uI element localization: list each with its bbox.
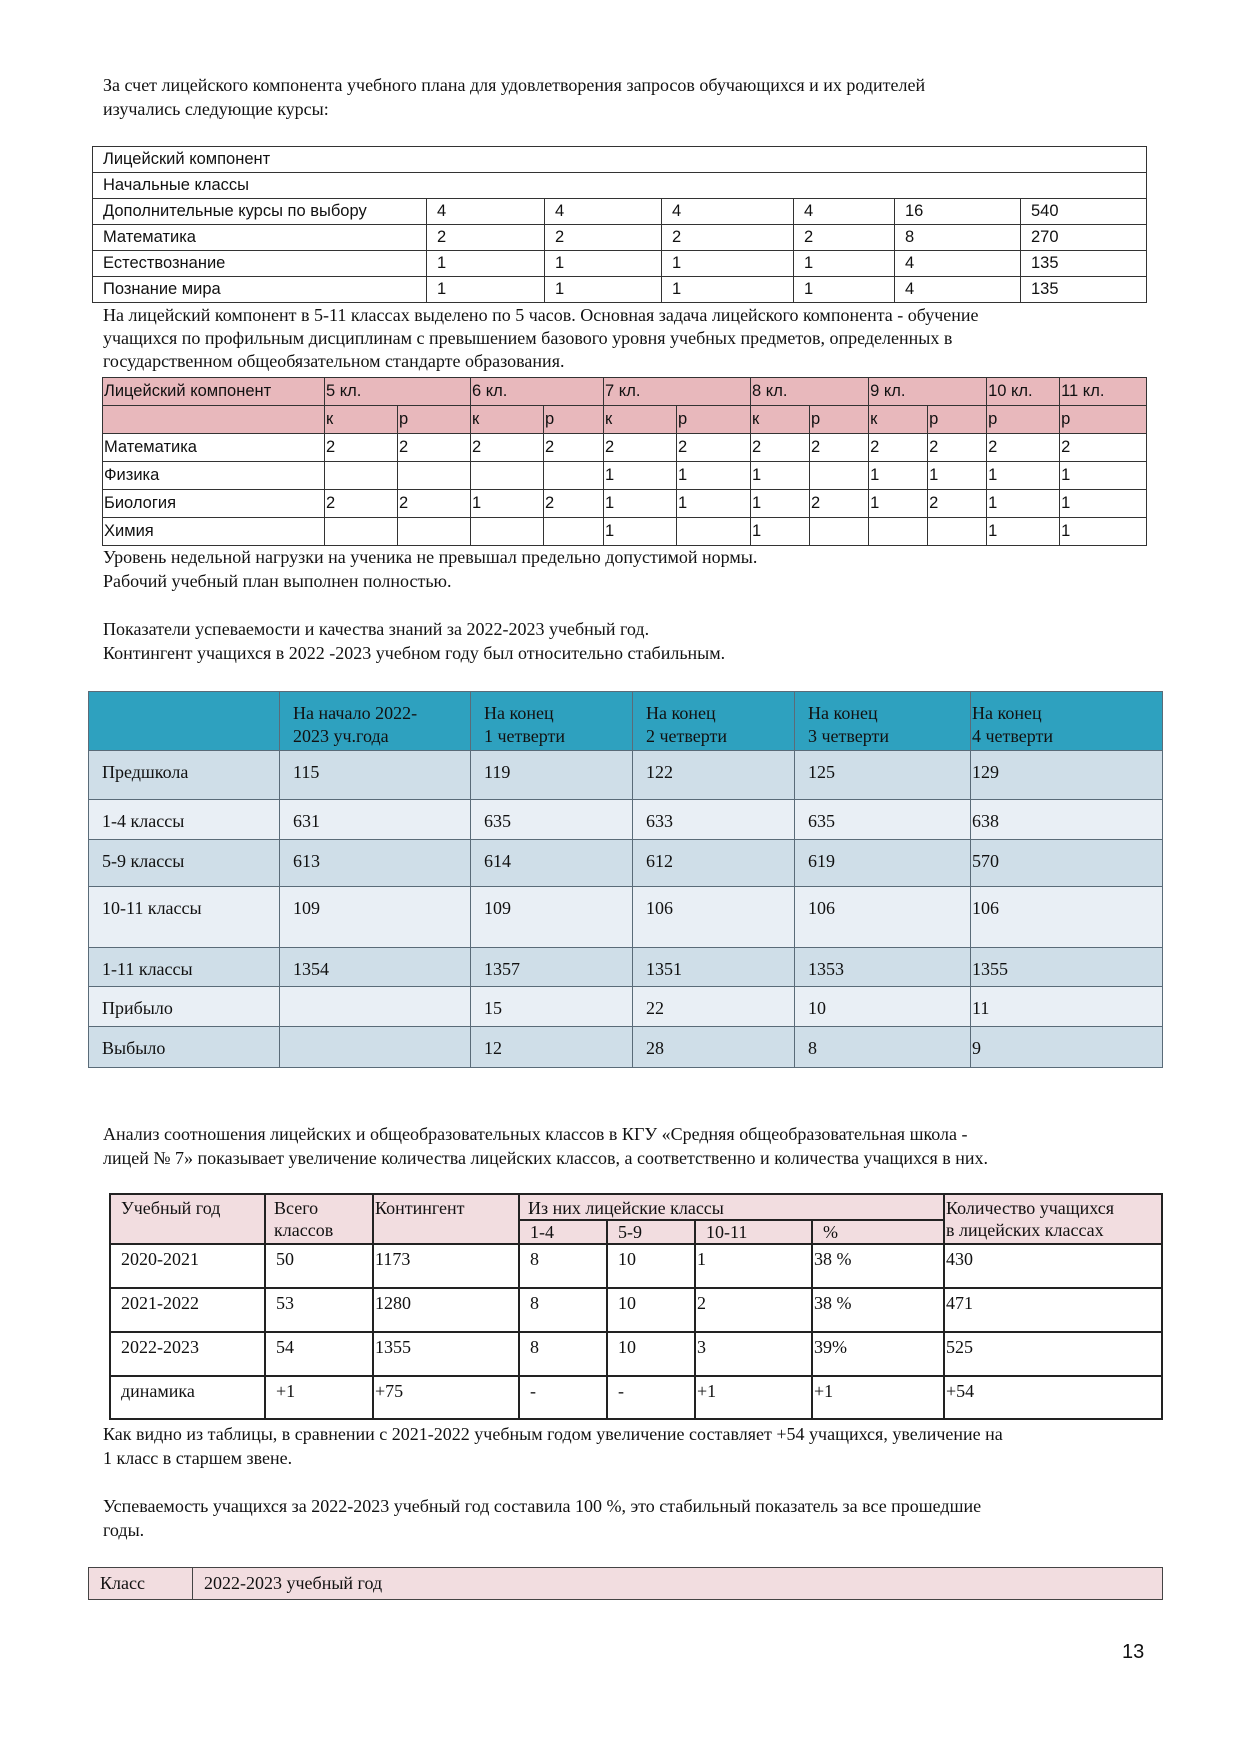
table-row [110,1332,1162,1376]
table-row [89,887,1163,948]
hours-cell: 270 [1021,225,1147,251]
column-header: На конец 1 четверти [471,692,633,751]
hours-cell [928,518,987,546]
hours-cell: 2 [987,434,1060,462]
hours-cell: 2 [604,434,677,462]
table-row [89,751,1163,800]
year-cell: 2022-2023 [110,1332,265,1376]
row-label: 5-9 классы [89,840,280,887]
table-row [89,840,1163,887]
hours-cell: 2 [928,434,987,462]
subheader-cell: р [987,406,1060,434]
column-header: На конец 4 четверти [971,692,1163,751]
value-cell: 10 [607,1288,695,1332]
subject-cell: Познание мира [93,277,427,303]
hours-cell: 1 [987,518,1060,546]
hours-cell: 2 [398,434,471,462]
hours-cell: 135 [1021,251,1147,277]
subject-cell: Математика [93,225,427,251]
success-table-header [88,1567,1163,1600]
hours-cell: 2 [471,434,544,462]
hours-cell: 1 [545,277,662,303]
para5-line-1: Анализ соотношения лицейских и общеобразовательных классов в КГУ «Средняя общеобразовательная школа - [103,1124,968,1144]
value-cell: 22 [633,987,795,1027]
t4-header-total: Всего классов [265,1194,373,1244]
table-row [93,251,1147,277]
value-cell: 471 [944,1288,1162,1332]
hours-cell: 2 [1060,434,1147,462]
table-row [103,434,1147,462]
analysis-paragraph [103,1122,1163,1170]
subheader-cell: к [869,406,928,434]
value-cell: 38 % [812,1244,944,1288]
para5-line-2: лицей № 7» показывает увеличение количества лицейских классов, а соответственно и количества учащихся в них. [103,1148,989,1168]
value-cell: 129 [971,751,1163,800]
hours-cell [544,462,604,490]
column-header: На конец 2 четверти [633,692,795,751]
value-cell: 1351 [633,948,795,987]
hours-cell: 2 [325,434,398,462]
value-cell: 38 % [812,1288,944,1332]
para4-line-2: Контингент учащихся в 2022 -2023 учебном году был относительно стабильным. [103,643,726,663]
table-row [89,1027,1163,1068]
comparison-paragraph [103,1422,1163,1470]
para2-line-3: государственном общеобязательном стандарте образования. [103,351,565,371]
hours-cell: 1 [987,462,1060,490]
value-cell: 10 [795,987,971,1027]
workload-paragraph [103,545,1163,593]
table-row [110,1376,1162,1419]
intro-line-1: За счет лицейского компонента учебного плана для удовлетворения запросов обучающихся и их родителей [103,75,926,95]
value-cell: 109 [471,887,633,948]
hours-cell: 2 [398,490,471,518]
component-header: Лицейский компонент [103,378,325,406]
hours-cell: 1 [987,490,1060,518]
intro-paragraph [103,73,1163,121]
value-cell: 115 [280,751,471,800]
hours-cell: 1 [427,277,545,303]
value-cell: 54 [265,1332,373,1376]
hours-cell: 2 [544,434,604,462]
subject-cell: Физика [103,462,325,490]
table-row [110,1244,1162,1288]
value-cell: 1355 [971,948,1163,987]
column-header: На конец 3 четверти [795,692,971,751]
hours-cell: 2 [794,225,895,251]
hours-cell [544,518,604,546]
subheader-cell: р [928,406,987,434]
subheader-cell: 1-4 [519,1220,607,1244]
t4-header-year: Учебный год [110,1194,265,1244]
table1-subtitle: Начальные классы [93,173,1147,199]
grade-header: 9 кл. [869,378,987,406]
hours-cell: 4 [895,277,1021,303]
hours-cell: 1 [794,251,895,277]
para7-line-1: Успеваемость учащихся за 2022-2023 учебный год составила 100 %, это стабильный показатель за все прошедшие [103,1496,982,1516]
subheader-cell: 10-11 [695,1220,812,1244]
value-cell [280,1027,471,1068]
hours-cell: 1 [471,490,544,518]
hours-cell [677,518,751,546]
subheader-cell: 5-9 [607,1220,695,1244]
subject-cell: Естествознание [93,251,427,277]
hours-cell: 1 [427,251,545,277]
hours-cell: 1 [869,462,928,490]
grade-header: 5 кл. [325,378,471,406]
subheader-cell: р [1060,406,1147,434]
value-cell: 106 [633,887,795,948]
hours-cell: 1 [545,251,662,277]
hours-cell: 2 [325,490,398,518]
page-number: 13 [1122,1641,1145,1663]
value-cell: 10 [607,1332,695,1376]
table1-title: Лицейский компонент [93,147,1147,173]
value-cell: 1353 [795,948,971,987]
grade-header: 6 кл. [471,378,604,406]
value-cell: 612 [633,840,795,887]
subheader-cell: р [398,406,471,434]
hours-cell: 1 [928,462,987,490]
value-cell: - [519,1376,607,1419]
t4-header-lyceum: Из них лицейские классы [519,1194,944,1220]
value-cell: 619 [795,840,971,887]
year-cell: динамика [110,1376,265,1419]
value-cell: 1 [695,1244,812,1288]
success-paragraph [103,1494,1163,1542]
hours-cell: 1 [1060,518,1147,546]
hours-cell: 540 [1021,199,1147,225]
subheader-cell: к [604,406,677,434]
value-cell: 11 [971,987,1163,1027]
value-cell: 613 [280,840,471,887]
hours-cell: 4 [545,199,662,225]
hours-cell: 2 [810,490,869,518]
year-cell: 2020-2021 [110,1244,265,1288]
value-cell: 9 [971,1027,1163,1068]
lyceum-primary-table [92,146,1147,303]
hours-cell: 1 [751,518,810,546]
value-cell: 8 [519,1244,607,1288]
para6-line-1: Как видно из таблицы, в сравнении с 2021-2022 учебным годом увеличение составляет +54 учащихся, увеличение на [103,1424,1003,1444]
value-cell: 12 [471,1027,633,1068]
value-cell: 106 [971,887,1163,948]
para3-line-2: Рабочий учебный план выполнен полностью. [103,571,452,591]
row-label: Прибыло [89,987,280,1027]
hours-cell: 1 [751,462,810,490]
subheader-cell: р [544,406,604,434]
hours-cell [398,462,471,490]
subheader-cell: к [751,406,810,434]
value-cell: 109 [280,887,471,948]
hours-cell [810,462,869,490]
row-label: Предшкола [89,751,280,800]
column-header [89,692,280,751]
subject-cell: Математика [103,434,325,462]
row-label: 10-11 классы [89,887,280,948]
hours-cell: 4 [662,199,794,225]
para2-line-1: На лицейский компонент в 5-11 классах выделено по 5 часов. Основная задача лицейского компонента - обучение [103,305,979,325]
t4-header-students: Количество учащихся в лицейских классах [944,1194,1162,1244]
hours-cell [325,462,398,490]
hours-cell: 1 [604,518,677,546]
lyceum-component-paragraph [103,303,1163,373]
value-cell: 525 [944,1332,1162,1376]
value-cell: 8 [795,1027,971,1068]
hours-cell [471,462,544,490]
grade-header: 8 кл. [751,378,869,406]
table-row [89,800,1163,840]
hours-cell [325,518,398,546]
value-cell: 570 [971,840,1163,887]
value-cell: 39% [812,1332,944,1376]
subheader-cell: р [810,406,869,434]
hours-cell: 2 [544,490,604,518]
performance-paragraph [103,617,1163,665]
value-cell: 119 [471,751,633,800]
hours-cell: 2 [869,434,928,462]
value-cell: 15 [471,987,633,1027]
hours-cell: 16 [895,199,1021,225]
hours-cell [869,518,928,546]
subheader-cell: к [325,406,398,434]
value-cell: 1357 [471,948,633,987]
para2-line-2: учащихся по профильным дисциплинам с превышением базового уровня учебных предметов, определенных в [103,328,953,348]
value-cell: +1 [695,1376,812,1419]
table-row [93,225,1147,251]
hours-cell: 4 [895,251,1021,277]
hours-cell: 1 [794,277,895,303]
value-cell: 50 [265,1244,373,1288]
hours-cell: 2 [928,490,987,518]
row-label: 1-4 классы [89,800,280,840]
value-cell: +54 [944,1376,1162,1419]
hours-cell: 1 [662,251,794,277]
hours-cell: 1 [604,490,677,518]
value-cell: 3 [695,1332,812,1376]
subheader-cell: % [812,1220,944,1244]
row-label: 1-11 классы [89,948,280,987]
table-row [93,199,1147,225]
intro-line-2: изучались следующие курсы: [103,99,329,119]
value-cell: +1 [812,1376,944,1419]
value-cell: 125 [795,751,971,800]
hours-cell: 135 [1021,277,1147,303]
value-cell: 638 [971,800,1163,840]
subheader-cell [103,406,325,434]
hours-cell: 4 [427,199,545,225]
contingent-table [88,691,1163,1068]
value-cell: - [607,1376,695,1419]
table-row [103,490,1147,518]
value-cell: 1173 [373,1244,519,1288]
value-cell: 8 [519,1332,607,1376]
hours-cell [471,518,544,546]
table-row [93,277,1147,303]
row-label: Выбыло [89,1027,280,1068]
table-row [110,1288,1162,1332]
t5-year-header: 2022-2023 учебный год [193,1568,1163,1600]
hours-cell: 2 [751,434,810,462]
hours-cell: 1 [677,490,751,518]
hours-cell: 2 [677,434,751,462]
value-cell: +75 [373,1376,519,1419]
hours-cell [810,518,869,546]
table-row [103,462,1147,490]
value-cell: 631 [280,800,471,840]
subheader-cell: р [677,406,751,434]
value-cell: 635 [471,800,633,840]
lyceum-secondary-table [102,377,1147,546]
year-cell: 2021-2022 [110,1288,265,1332]
subheader-cell: к [471,406,544,434]
hours-cell: 2 [427,225,545,251]
hours-cell: 2 [545,225,662,251]
value-cell: 28 [633,1027,795,1068]
hours-cell: 1 [662,277,794,303]
hours-cell: 1 [869,490,928,518]
para7-line-2: годы. [103,1520,145,1540]
column-header: На начало 2022- 2023 уч.года [280,692,471,751]
value-cell: +1 [265,1376,373,1419]
table-row [89,987,1163,1027]
hours-cell: 2 [662,225,794,251]
table-row [103,518,1147,546]
value-cell [280,987,471,1027]
table-row [89,948,1163,987]
value-cell: 614 [471,840,633,887]
lyceum-classes-table [109,1193,1163,1420]
value-cell: 122 [633,751,795,800]
hours-cell: 8 [895,225,1021,251]
para6-line-2: 1 класс в старшем звене. [103,1448,293,1468]
hours-cell: 1 [677,462,751,490]
t4-header-contingent: Контингент [373,1194,519,1244]
hours-cell [398,518,471,546]
hours-cell: 1 [751,490,810,518]
para3-line-1: Уровень недельной нагрузки на ученика не превышал предельно допустимой нормы. [103,547,758,567]
hours-cell: 1 [1060,462,1147,490]
header-row [89,692,1163,751]
value-cell: 8 [519,1288,607,1332]
subject-cell: Дополнительные курсы по выбору [93,199,427,225]
value-cell: 53 [265,1288,373,1332]
subject-cell: Биология [103,490,325,518]
value-cell: 430 [944,1244,1162,1288]
hours-cell: 2 [810,434,869,462]
grade-header: 7 кл. [604,378,751,406]
value-cell: 10 [607,1244,695,1288]
value-cell: 106 [795,887,971,948]
grade-header: 10 кл. [987,378,1060,406]
t5-class-header: Класс [89,1568,193,1600]
value-cell: 1280 [373,1288,519,1332]
para4-line-1: Показатели успеваемости и качества знаний за 2022-2023 учебный год. [103,619,650,639]
value-cell: 2 [695,1288,812,1332]
grade-header: 11 кл. [1060,378,1147,406]
subject-cell: Химия [103,518,325,546]
value-cell: 635 [795,800,971,840]
value-cell: 1354 [280,948,471,987]
value-cell: 1355 [373,1332,519,1376]
value-cell: 633 [633,800,795,840]
hours-cell: 1 [1060,490,1147,518]
hours-cell: 4 [794,199,895,225]
hours-cell: 1 [604,462,677,490]
